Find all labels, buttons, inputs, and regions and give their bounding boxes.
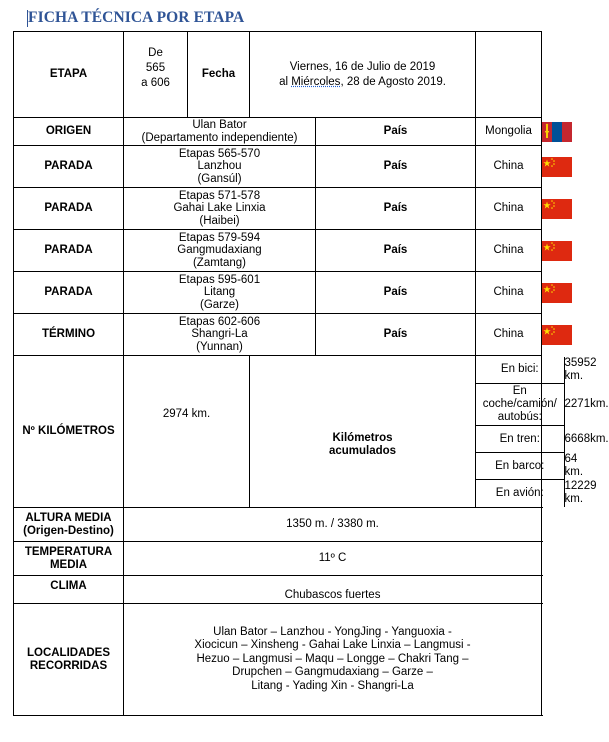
etapa-label: ETAPA xyxy=(14,32,124,118)
china-flag-icon xyxy=(542,199,572,219)
km-acum-label: Kilómetros acumulados xyxy=(250,356,476,508)
localidades-label: LOCALIDADES RECORRIDAS xyxy=(14,604,124,716)
route-row xyxy=(14,146,542,188)
mode-label: En barco: xyxy=(476,453,564,480)
altura-row xyxy=(14,508,542,542)
country-cell: China xyxy=(476,272,542,314)
country-cell: China xyxy=(476,146,542,188)
row-label: TÉRMINO xyxy=(14,314,124,356)
mode-label: En tren: xyxy=(476,426,564,453)
route-row xyxy=(14,314,542,356)
route-row xyxy=(14,188,542,230)
mode-label: En coche/camión/ autobús: xyxy=(476,384,564,426)
text-cursor xyxy=(27,10,28,27)
pais-label: País xyxy=(316,146,476,188)
pais-label: País xyxy=(316,230,476,272)
pais-label: País xyxy=(316,118,476,146)
country-cell: China xyxy=(476,230,542,272)
km-value: 2974 km. xyxy=(124,356,250,508)
km-label: Nº KILÓMETROS xyxy=(14,356,124,508)
clima-row xyxy=(14,576,542,604)
country-cell: China xyxy=(476,314,542,356)
header-row xyxy=(14,32,542,118)
row-label: ORIGEN xyxy=(14,118,124,146)
china-flag-icon xyxy=(542,283,572,303)
temperatura-row xyxy=(14,542,542,576)
temperatura-value: 11º C xyxy=(124,542,542,576)
localidades-value: Ulan Bator – Lanzhou - YongJing - Yanguoxia - Xiocicun – Xinsheng - Gahai Lake Linxia – Langmusi - Hezuo – Langmusi – Maqu – Longge – Chakri Tang – Drupchen – Gangmudaxiang – Garze – Litang - Yading Xin - Shangri-La xyxy=(124,604,542,716)
fecha-label: Fecha xyxy=(188,32,250,118)
altura-label: ALTURA MEDIA (Origen-Destino) xyxy=(14,508,124,542)
clima-value: Chubascos fuertes xyxy=(124,576,542,604)
mongolia-flag-icon xyxy=(542,122,572,142)
place-cell: Etapas 565-570 Lanzhou (Gansúl) xyxy=(124,146,316,188)
china-flag-icon xyxy=(542,241,572,261)
altura-value: 1350 m. / 3380 m. xyxy=(124,508,542,542)
row-label: PARADA xyxy=(14,188,124,230)
page-title: FICHA TÉCNICA POR ETAPA xyxy=(28,9,245,26)
pais-label: País xyxy=(316,188,476,230)
row-label: PARADA xyxy=(14,146,124,188)
mode-label: En bici: xyxy=(476,357,564,384)
china-flag-icon xyxy=(542,325,572,345)
localidades-row xyxy=(14,604,542,716)
place-cell: Ulan Bator (Departamento independiente) xyxy=(124,118,316,146)
mode-label: En avión: xyxy=(476,480,564,507)
route-row xyxy=(14,272,542,314)
km-modes-table: En bici: 35952 km. En coche/camión/ autobús: 2271km. En tren: 6668km. En barco: 64 km. En avión: 12229 km. xyxy=(476,357,564,507)
fecha-value: Viernes, 16 de Julio de 2019 al Miércoles, 28 de Agosto 2019. xyxy=(250,32,476,118)
route-row xyxy=(14,118,542,146)
place-cell: Etapas 579-594 Gangmudaxiang (Zamtang) xyxy=(124,230,316,272)
china-flag-icon xyxy=(542,157,572,177)
pais-label: País xyxy=(316,314,476,356)
row-label: PARADA xyxy=(14,230,124,272)
country-cell: Mongolia xyxy=(476,118,542,146)
km-modes-cell xyxy=(476,356,609,508)
country-cell: China xyxy=(476,188,542,230)
etapa-value: De 565 a 606 xyxy=(124,32,188,118)
clima-label: CLIMA xyxy=(14,576,124,604)
place-cell: Etapas 602-606 Shangri-La (Yunnan) xyxy=(124,314,316,356)
pais-label: País xyxy=(316,272,476,314)
ficha-table xyxy=(13,31,609,716)
row-label: PARADA xyxy=(14,272,124,314)
place-cell: Etapas 571-578 Gahai Lake Linxia (Haibei) xyxy=(124,188,316,230)
temperatura-label: TEMPERATURA MEDIA xyxy=(14,542,124,576)
route-row xyxy=(14,230,542,272)
header-empty-cell xyxy=(476,32,542,118)
place-cell: Etapas 595-601 Litang (Garze) xyxy=(124,272,316,314)
km-row xyxy=(14,356,542,508)
